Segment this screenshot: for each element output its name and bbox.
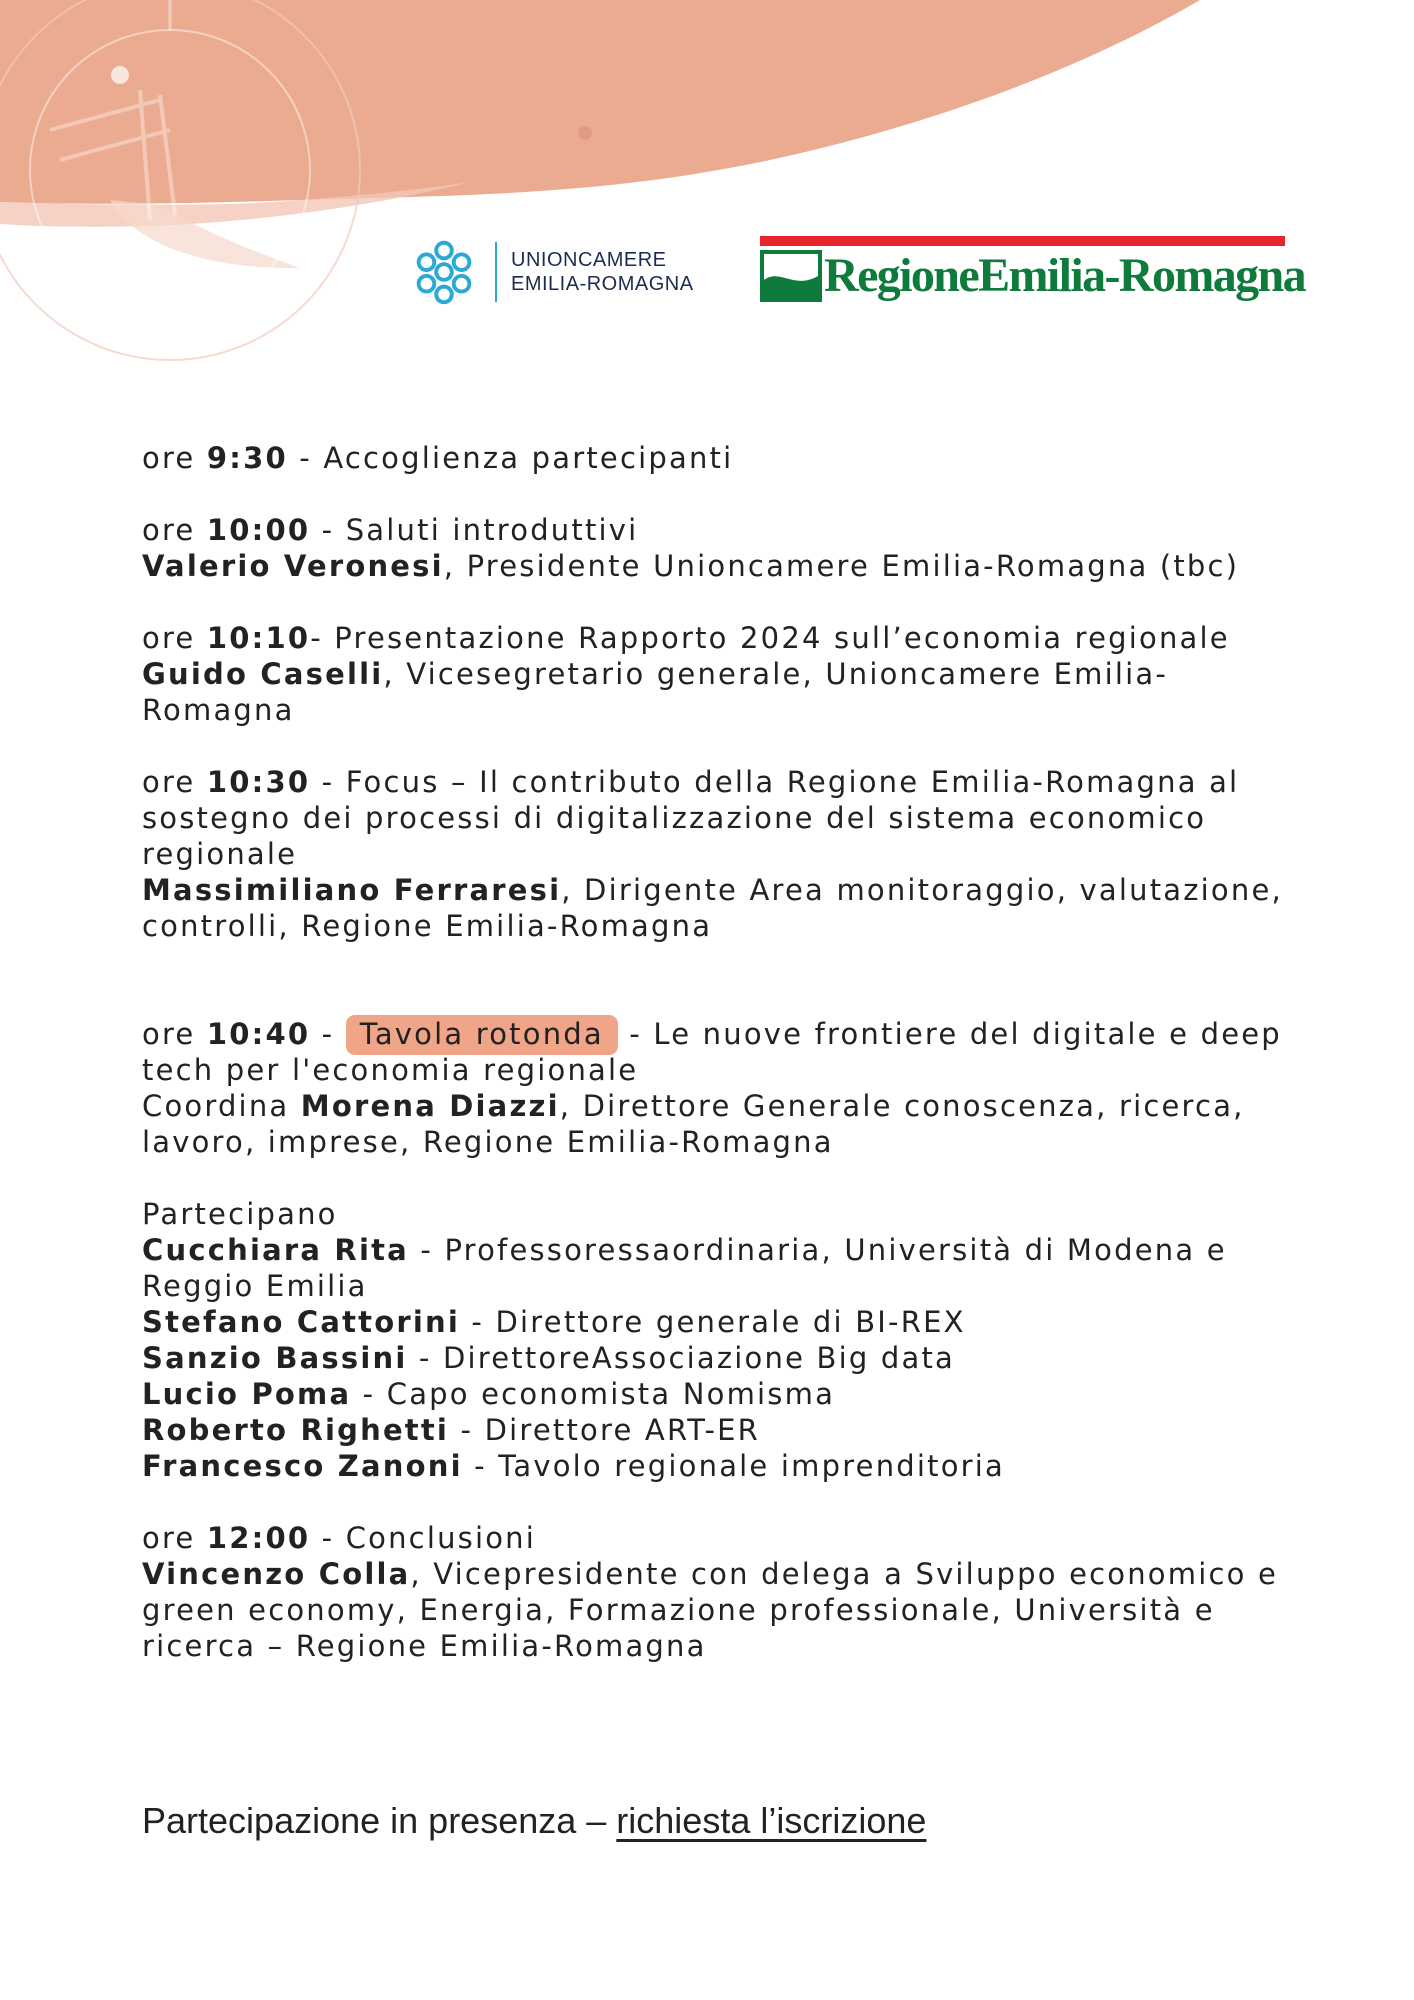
participant-item [142, 1376, 1292, 1412]
session-1000 [142, 512, 1292, 548]
regione-logo [760, 236, 1306, 308]
session-prefix: ore [142, 621, 207, 655]
registration-text: Partecipazione in presenza – [142, 1800, 617, 1841]
session-time: 9:30 [206, 441, 288, 475]
unioncamere-logo [405, 232, 735, 312]
session-title: - Accoglienza partecipanti [287, 441, 734, 475]
session-title: - Le nuove frontiere del digitale e deep tech per l'economia regionale [142, 1017, 1282, 1087]
registration-note [142, 1800, 926, 1842]
logo-divider [495, 242, 497, 302]
participant-item [142, 1304, 1292, 1340]
participant-item [142, 1412, 1292, 1448]
session-time: 10:10 [206, 621, 311, 655]
session-prefix: ore [142, 441, 207, 475]
coordinator-prefix: Coordina [142, 1089, 301, 1123]
session-title: - Focus – Il contributo della Regione Emilia-Romagna al sostegno dei processi di digitalizzazione del sistema economico regionale [142, 765, 1240, 871]
session-prefix: ore [142, 513, 207, 547]
participant-role: - DirettoreAssociazione Big data [407, 1341, 956, 1375]
speaker-role: , Presidente Unioncamere Emilia-Romagna (tbc) [443, 549, 1240, 583]
session-1030 [142, 764, 1292, 872]
event-program [142, 440, 1292, 1664]
participant-name: Roberto Righetti [142, 1413, 450, 1447]
header-decoration [0, 0, 1414, 420]
speaker-name: Vincenzo Colla [142, 1557, 411, 1591]
speaker-role: , Vicesegretario generale, Unioncamere Emilia-Romagna [142, 657, 1169, 727]
coordinator-name: Morena Diazzi [300, 1089, 560, 1123]
session-1200 [142, 1520, 1292, 1556]
participant-role: - Direttore generale di BI-REX [460, 1305, 966, 1339]
speaker-name: Guido Caselli [142, 657, 384, 691]
speaker-role: , Vicepresidente con delega a Sviluppo economico e green economy, Energia, Formazione professionale, Università e ricerca – Regione Emilia-Romagna [142, 1557, 1279, 1663]
speaker-role: , Dirigente Area monitoraggio, valutazione, controlli, Regione Emilia-Romagna [142, 873, 1283, 943]
session-title: - Conclusioni [310, 1521, 537, 1555]
session-prefix: ore [142, 1521, 207, 1555]
participant-item [142, 1232, 1292, 1304]
session-time: 10:30 [206, 765, 311, 799]
participant-role: - Capo economista Nomisma [351, 1377, 836, 1411]
session-prefix: ore [142, 1017, 207, 1051]
session-speaker [142, 548, 1292, 584]
session-time: 10:00 [206, 513, 311, 547]
session-dash: - [310, 1017, 346, 1051]
unioncamere-wordmark [511, 248, 694, 296]
regione-wordmark: RegioneEmilia-Romagna [824, 249, 1306, 302]
session-1010 [142, 620, 1292, 656]
session-1040 [142, 1016, 1292, 1088]
speaker-name: Valerio Veronesi [142, 549, 444, 583]
session-speaker [142, 872, 1292, 944]
session-coordinator [142, 1088, 1292, 1160]
session-time: 12:00 [206, 1521, 311, 1555]
speaker-name: Massimiliano Ferraresi [142, 873, 562, 907]
regione-red-bar [760, 236, 1285, 246]
participant-item [142, 1340, 1292, 1376]
participant-item [142, 1448, 1292, 1484]
session-title: - Saluti introduttivi [310, 513, 639, 547]
session-time: 10:40 [206, 1017, 311, 1051]
participant-role: - Professoressaordinaria, Università di Modena e Reggio Emilia [142, 1233, 1227, 1303]
coordinator-role: , Direttore Generale conoscenza, ricerca, lavoro, imprese, Regione Emilia-Romagna [142, 1089, 1245, 1159]
session-speaker [142, 1556, 1292, 1664]
participants-label: Partecipano [142, 1197, 338, 1231]
unioncamere-mark-icon [405, 233, 483, 311]
participant-name: Francesco Zanoni [142, 1449, 463, 1483]
participant-name: Stefano Cattorini [142, 1305, 460, 1339]
participant-role: - Tavolo regionale imprenditoria [462, 1449, 1006, 1483]
participant-name: Cucchiara Rita [142, 1233, 409, 1267]
regione-flag-icon [760, 250, 822, 302]
session-speaker [142, 656, 1292, 728]
registration-link[interactable]: richiesta l’iscrizione [616, 1800, 927, 1841]
participant-name: Sanzio Bassini [142, 1341, 408, 1375]
session-prefix: ore [142, 765, 207, 799]
round-table-badge: Tavola rotonda [346, 1015, 618, 1055]
session-title: - Presentazione Rapporto 2024 sull’economia regionale [310, 621, 1230, 655]
participant-name: Lucio Poma [142, 1377, 352, 1411]
participant-role: - Direttore ART-ER [449, 1413, 760, 1447]
session-0930 [142, 440, 1292, 476]
unioncamere-line2: EMILIA-ROMAGNA [511, 273, 694, 295]
unioncamere-line1: UNIONCAMERE [511, 249, 667, 271]
